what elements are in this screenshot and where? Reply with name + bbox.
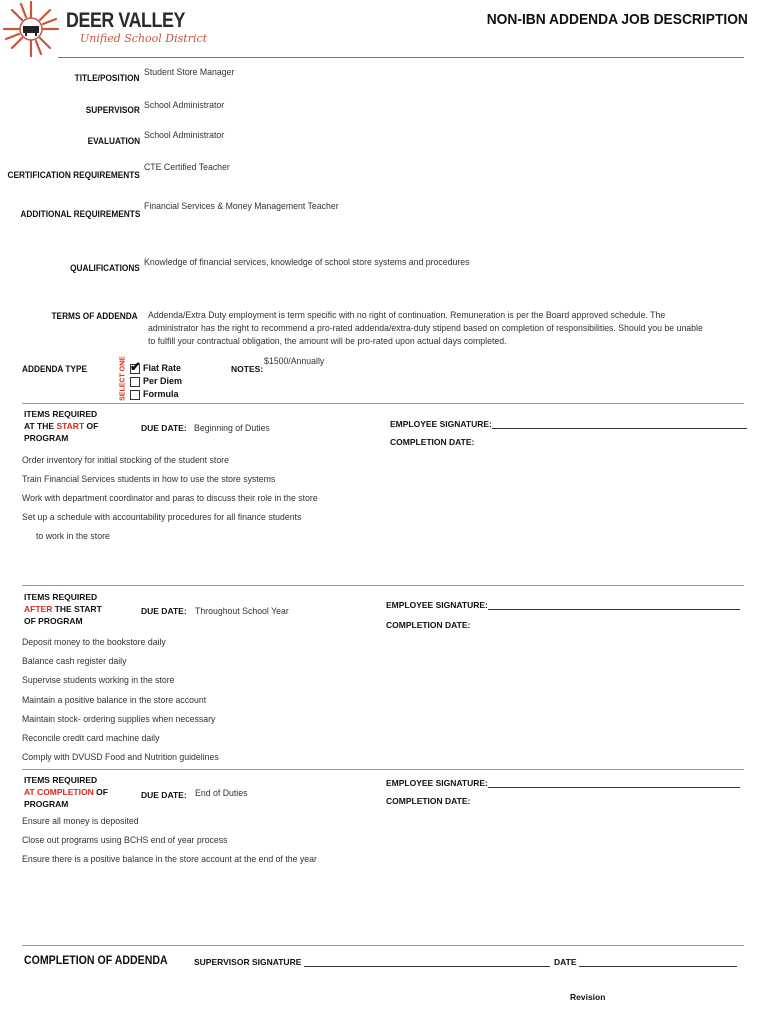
option-flat-rate[interactable]: ✔ Flat Rate [130,362,182,375]
district-logo [2,2,208,56]
task-item: Train Financial Services students in how to use the store systems [22,474,276,485]
additional-requirements-value: Financial Services & Money Management Teacher [144,201,339,212]
task-item: Balance cash register daily [22,656,127,667]
employee-signature-line[interactable] [488,787,740,788]
terms-label: TERMS OF ADDENDA [51,311,138,321]
checkbox-icon[interactable] [130,377,140,387]
qualifications-value: Knowledge of financial services, knowledge of school store systems and procedures [144,257,470,268]
employee-signature-label: EMPLOYEE SIGNATURE: [386,778,740,788]
notes-value: $1500/Annually [264,356,325,367]
divider [22,403,744,404]
notes-label: NOTES: [231,364,264,374]
due-date-value: Throughout School Year [195,606,289,617]
option-per-diem[interactable]: Per Diem [130,375,182,388]
certification-value: CTE Certified Teacher [144,162,230,173]
task-item: Ensure all money is deposited [22,816,139,827]
task-item: Close out programs using BCHS end of year process [22,835,228,846]
completion-date-label: COMPLETION DATE: [390,437,475,447]
district-subname: Unified School District [80,32,208,45]
divider [22,585,744,586]
revision-label: Revision [570,992,606,1002]
due-date-value: Beginning of Duties [194,423,270,434]
task-item: Maintain a positive balance in the store account [22,695,207,706]
employee-signature-line[interactable] [492,428,747,429]
certification-label: CERTIFICATION REQUIREMENTS [7,170,140,180]
option-formula[interactable]: Formula [130,388,182,401]
due-date-label: DUE DATE: [141,606,187,616]
supervisor-value: School Administrator [144,100,225,111]
additional-requirements-label: ADDITIONAL REQUIREMENTS [20,209,140,219]
header-divider [58,57,744,58]
task-item: Reconcile credit card machine daily [22,733,160,744]
evaluation-value: School Administrator [144,130,225,141]
terms-line: administrator has the right to recommend a pro-rated addenda/extra-duty stipend based on completion of responsibilities. Should you be unable [148,323,703,334]
task-item: Supervise students working in the store [22,675,175,686]
checkbox-icon[interactable] [130,390,140,400]
date-label: DATE [554,957,737,967]
section-completion-heading: ITEMS REQUIRED AT COMPLETION OF PROGRAM [24,775,108,809]
evaluation-label: EVALUATION [87,136,140,146]
completion-date-label: COMPLETION DATE: [386,620,471,630]
title-label: TITLE/POSITION [75,73,140,83]
qualifications-label: QUALIFICATIONS [70,263,140,273]
select-one-label: SELECT ONE [119,356,127,401]
divider [22,945,744,946]
due-date-label: DUE DATE: [141,423,187,433]
task-item: Order inventory for initial stocking of the student store [22,455,229,466]
employee-signature-line[interactable] [488,609,740,610]
date-line[interactable] [579,966,737,967]
completion-date-label: COMPLETION DATE: [386,796,471,806]
addenda-type-label: ADDENDA TYPE [22,364,88,374]
task-item: Deposit money to the bookstore daily [22,637,166,648]
terms-line: Addenda/Extra Duty employment is term specific with no right of continuation. Remuneration is per the Board approved schedule. The [148,310,666,321]
task-item: to work in the store [36,531,110,542]
terms-text [148,309,748,348]
task-item: Ensure there is a positive balance in the store account at the end of the year [22,854,317,865]
district-name: DEER VALLEY [66,9,185,32]
due-date-value: End of Duties [195,788,248,799]
employee-signature-label: EMPLOYEE SIGNATURE: [386,600,740,610]
addenda-type-options [130,362,182,401]
terms-line: to fulfill your contractual obligation, the amount will be pro-rated upon actual days completed. [148,336,507,347]
task-item: Maintain stock- ordering supplies when necessary [22,714,216,725]
task-item: Comply with DVUSD Food and Nutrition guidelines [22,752,219,763]
section-start-heading: ITEMS REQUIRED AT THE START OF PROGRAM [24,409,99,443]
sunburst-logo-icon [2,0,60,58]
checkbox-checked-icon[interactable] [130,364,140,374]
divider [22,769,744,770]
supervisor-signature-line[interactable] [304,966,550,967]
supervisor-label: SUPERVISOR [85,105,140,115]
task-item: Work with department coordinator and paras to discuss their role in the store [22,493,318,504]
title-value: Student Store Manager [144,67,235,78]
employee-signature-label: EMPLOYEE SIGNATURE: [390,419,747,429]
supervisor-signature-label: SUPERVISOR SIGNATURE [194,957,550,967]
section-after-heading: ITEMS REQUIRED AFTER THE START OF PROGRAM [24,592,102,626]
task-item: Set up a schedule with accountability procedures for all finance students [22,512,302,523]
due-date-label: DUE DATE: [141,790,187,800]
document-title: NON-IBN ADDENDA JOB DESCRIPTION [486,11,748,28]
completion-of-addenda-title: COMPLETION OF ADDENDA [24,955,168,967]
